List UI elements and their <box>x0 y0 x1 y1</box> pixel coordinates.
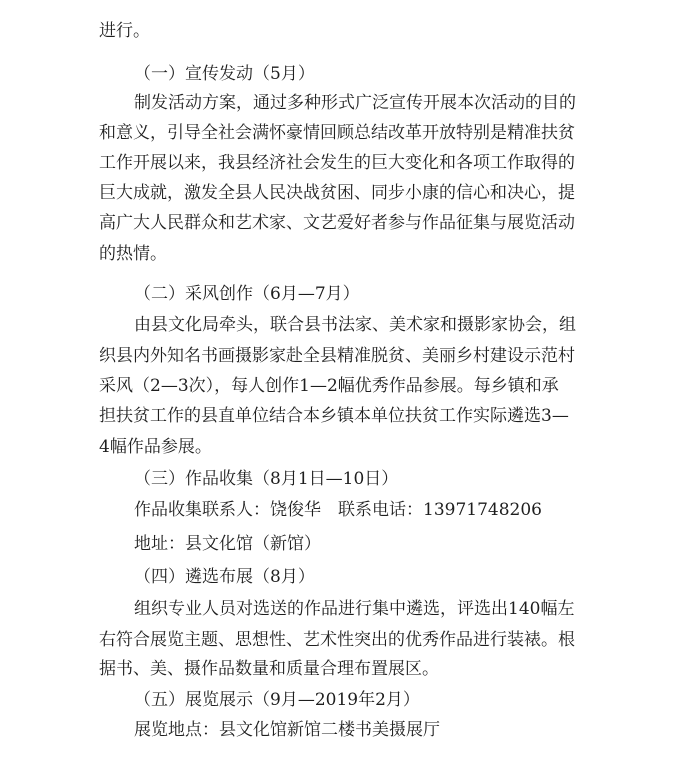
section-heading-3: （三）作品收集（8月1日—10日） <box>134 469 399 489</box>
paragraph-line: 4幅作品参展。 <box>99 437 212 457</box>
paragraph-line: 担扶贫工作的县直单位结合本乡镇本单位扶贫工作实际遴选3— <box>99 406 569 426</box>
paragraph-line: 和意义，引导全社会满怀豪情回顾总结改革开放特别是精准扶贫 <box>99 123 575 143</box>
contact-line: 作品收集联系人：饶俊华 联系电话：13971748206 <box>134 500 542 520</box>
section-heading-5: （五）展览展示（9月—2019年2月） <box>134 690 420 710</box>
paragraph-line: 制发活动方案，通过多种形式广泛宣传开展本次活动的目的 <box>134 93 576 113</box>
section-heading-4: （四）遴选布展（8月） <box>134 567 315 587</box>
paragraph-line: 采风（2—3次），每人创作1—2幅优秀作品参展。每乡镇和承 <box>99 376 559 396</box>
venue-line: 展览地点：县文化馆新馆二楼书美摄展厅 <box>134 720 440 740</box>
paragraph-line: 工作开展以来，我县经济社会发生的巨大变化和各项工作取得的 <box>99 153 575 173</box>
paragraph-line: 巨大成就，激发全县人民决战贫困、同步小康的信心和决心，提 <box>99 183 575 203</box>
paragraph-line: 的热情。 <box>99 244 167 264</box>
paragraph-line: 织县内外知名书画摄影家赴全县精准脱贫、美丽乡村建设示范村 <box>99 346 575 366</box>
paragraph-line: 高广大人民群众和艺术家、文艺爱好者参与作品征集与展览活动 <box>99 213 575 233</box>
paragraph-line: 由县文化局牵头，联合县书法家、美术家和摄影家协会，组 <box>134 315 576 335</box>
paragraph-line: 组织专业人员对选送的作品进行集中遴选，评选出140幅左 <box>134 599 575 619</box>
paragraph-line: 右符合展览主题、思想性、艺术性突出的优秀作品进行装裱。根 <box>99 630 575 650</box>
section-heading-1: （一）宣传发动（5月） <box>134 64 315 84</box>
section-heading-2: （二）采风创作（6月—7月） <box>134 284 360 304</box>
text-line: 进行。 <box>99 21 150 41</box>
paragraph-line: 据书、美、摄作品数量和质量合理布置展区。 <box>99 659 439 679</box>
address-line: 地址：县文化馆（新馆） <box>134 534 321 554</box>
